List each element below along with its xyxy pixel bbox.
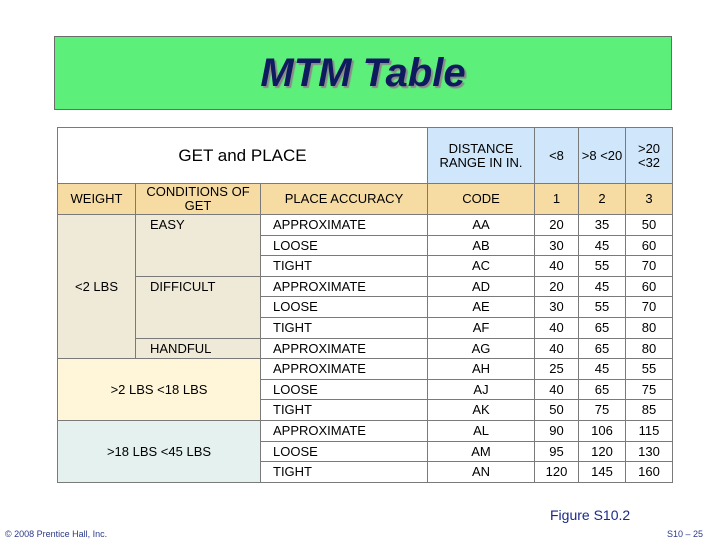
value-cell: 45 (579, 359, 626, 380)
table-row (58, 338, 673, 359)
value-cell: 30 (535, 297, 579, 318)
value-cell: 120 (535, 462, 579, 483)
value-cell: 40 (535, 379, 579, 400)
condition-handful: HANDFUL (136, 338, 261, 359)
value-cell: 95 (535, 441, 579, 462)
value-cell: 40 (535, 256, 579, 277)
value-cell: 120 (579, 441, 626, 462)
value-cell: 20 (535, 215, 579, 236)
value-cell: 80 (626, 317, 673, 338)
weight-2-18: >2 LBS <18 LBS (58, 359, 261, 421)
value-cell: 115 (626, 420, 673, 441)
place-accuracy-cell: LOOSE (261, 441, 428, 462)
conditions-header: CONDITIONS OF GET (136, 184, 261, 215)
range-lt8-header: <8 (535, 128, 579, 184)
value-cell: 55 (579, 256, 626, 277)
code-cell: AL (428, 420, 535, 441)
code-cell: AH (428, 359, 535, 380)
place-accuracy-cell: APPROXIMATE (261, 215, 428, 236)
code-cell: AN (428, 462, 535, 483)
mtm-table (57, 127, 673, 483)
col-1-header: 1 (535, 184, 579, 215)
table-row (58, 359, 673, 380)
get-and-place-header: GET and PLACE (58, 128, 428, 184)
value-cell: 130 (626, 441, 673, 462)
place-accuracy-cell: LOOSE (261, 379, 428, 400)
condition-easy: EASY (136, 215, 261, 277)
value-cell: 75 (579, 400, 626, 421)
value-cell: 106 (579, 420, 626, 441)
value-cell: 160 (626, 462, 673, 483)
weight-lt2: <2 LBS (58, 215, 136, 359)
code-cell: AM (428, 441, 535, 462)
value-cell: 60 (626, 235, 673, 256)
value-cell: 65 (579, 317, 626, 338)
value-cell: 70 (626, 256, 673, 277)
value-cell: 75 (626, 379, 673, 400)
place-accuracy-cell: APPROXIMATE (261, 338, 428, 359)
value-cell: 65 (579, 338, 626, 359)
place-accuracy-cell: APPROXIMATE (261, 359, 428, 380)
place-accuracy-cell: TIGHT (261, 462, 428, 483)
place-accuracy-cell: APPROXIMATE (261, 276, 428, 297)
range-20-32-header: >20 <32 (626, 128, 673, 184)
place-accuracy-header: PLACE ACCURACY (261, 184, 428, 215)
place-accuracy-cell: TIGHT (261, 256, 428, 277)
value-cell: 85 (626, 400, 673, 421)
place-accuracy-cell: LOOSE (261, 235, 428, 256)
value-cell: 70 (626, 297, 673, 318)
distance-range-header: DISTANCE RANGE IN IN. (428, 128, 535, 184)
place-accuracy-cell: TIGHT (261, 317, 428, 338)
code-cell: AF (428, 317, 535, 338)
code-cell: AJ (428, 379, 535, 400)
value-cell: 55 (579, 297, 626, 318)
place-accuracy-cell: APPROXIMATE (261, 420, 428, 441)
place-accuracy-cell: LOOSE (261, 297, 428, 318)
value-cell: 145 (579, 462, 626, 483)
range-8-20-header: >8 <20 (579, 128, 626, 184)
code-cell: AG (428, 338, 535, 359)
value-cell: 25 (535, 359, 579, 380)
subheader-row (58, 184, 673, 215)
table-row (58, 420, 673, 441)
value-cell: 50 (626, 215, 673, 236)
figure-caption: Figure S10.2 (550, 507, 631, 523)
value-cell: 20 (535, 276, 579, 297)
code-cell: AD (428, 276, 535, 297)
value-cell: 45 (579, 276, 626, 297)
value-cell: 90 (535, 420, 579, 441)
value-cell: 45 (579, 235, 626, 256)
col-3-header: 3 (626, 184, 673, 215)
table-row (58, 215, 673, 236)
copyright-text: © 2008 Prentice Hall, Inc. (5, 529, 108, 539)
col-2-header: 2 (579, 184, 626, 215)
code-cell: AE (428, 297, 535, 318)
value-cell: 35 (579, 215, 626, 236)
page-title: MTM Table (260, 50, 466, 95)
value-cell: 65 (579, 379, 626, 400)
weight-header: WEIGHT (58, 184, 136, 215)
value-cell: 80 (626, 338, 673, 359)
value-cell: 55 (626, 359, 673, 380)
code-cell: AK (428, 400, 535, 421)
value-cell: 50 (535, 400, 579, 421)
table-row (58, 276, 673, 297)
value-cell: 60 (626, 276, 673, 297)
place-accuracy-cell: TIGHT (261, 400, 428, 421)
value-cell: 30 (535, 235, 579, 256)
title-banner (54, 36, 672, 110)
slide-number: S10 – 25 (666, 529, 703, 539)
code-cell: AA (428, 215, 535, 236)
value-cell: 40 (535, 317, 579, 338)
header-row (58, 128, 673, 184)
code-cell: AB (428, 235, 535, 256)
code-header: CODE (428, 184, 535, 215)
value-cell: 40 (535, 338, 579, 359)
weight-18-45: >18 LBS <45 LBS (58, 420, 261, 482)
code-cell: AC (428, 256, 535, 277)
condition-difficult: DIFFICULT (136, 276, 261, 338)
